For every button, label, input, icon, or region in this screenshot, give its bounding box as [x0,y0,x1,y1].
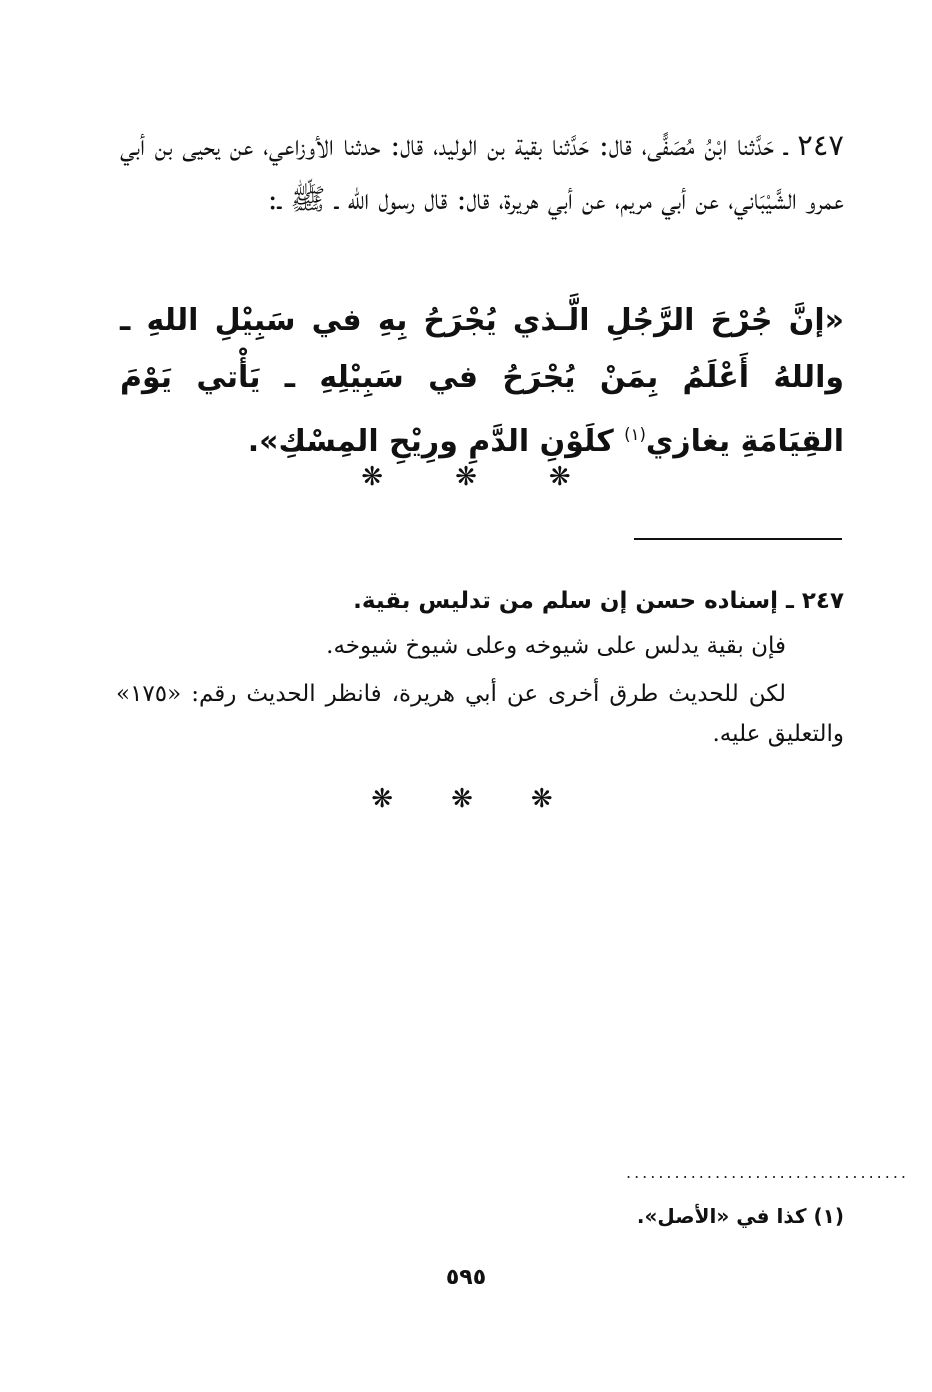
note-title: ٢٤٧ ـ إسناده حسن إن سلم من تدليس بقية. [353,588,844,614]
hadith-matn [120,292,844,470]
star-ornament-icon: ❋ [530,784,553,814]
star-ornament-icon: ❋ [371,784,394,814]
commentary-notes [116,578,844,754]
hadith-number: ٢٤٧ [797,128,844,162]
star-ornament-icon: ❋ [548,462,571,492]
star-ornament-icon: ❋ [455,462,477,492]
star-ornament-icon: ❋ [451,784,473,814]
note-line-2: لكن للحديث طرق أخرى عن أبي هريرة، فانظر الحديث رقم: «١٧٥» والتعليق عليه. [116,681,844,747]
hadith-matn-end: كلَوْنِ الدَّمِ ورِيْحِ المِسْكِ». [247,424,625,459]
page-number: ٥٩٥ [445,1265,487,1290]
hadith-isnad: حَدَّثنا ابْنُ مُصَفًّى، قال: حَدَّثنا بقية بن الوليد، قال: حدثنا الأوزاعي، عن يحيى بن أبي عمرو الشَّيْبَاني، عن أبي مريم، عن أبي هريرة، قال: قال رسول الله ـ ﷺ ـ: [120,128,844,216]
hadith-chain: ٢٤٧ ـ حَدَّثنا ابْنُ مُصَفًّى، قال: حَدَّثنا بقية بن الوليد، قال: حدثنا الأوزاعي، عن يحيى بن أبي عمرو الشَّيْبَاني، عن أبي مريم، عن أبي هريرة، قال: قال رسول الله ـ ﷺ ـ: [120,128,844,216]
section-separator-2 [0,784,928,814]
hadith-matn-main: «إنَّ جُرْحَ الرَّجُلِ الَّـذي يُجْرَحُ بِهِ في سَبِيْلِ اللهِ ـ واللهُ أَعْلَمُ بِمَنْ يُجْرَحُ في سَبِيْلِهِ ـ يَأْتي يَوْمَ القِيَامَةِ يغازي [120,303,844,459]
notes-divider [634,538,842,540]
note-line-1: فإن بقية يدلس على شيوخه وعلى شيوخ شيوخه. [326,633,786,659]
footnote-separator: ................................... [626,1163,910,1182]
footnote-reference: (١) [624,425,646,444]
section-separator [0,462,932,492]
star-ornament-icon: ❋ [361,462,384,492]
footnote: (١) كذا في «الأصل». [636,1204,844,1228]
